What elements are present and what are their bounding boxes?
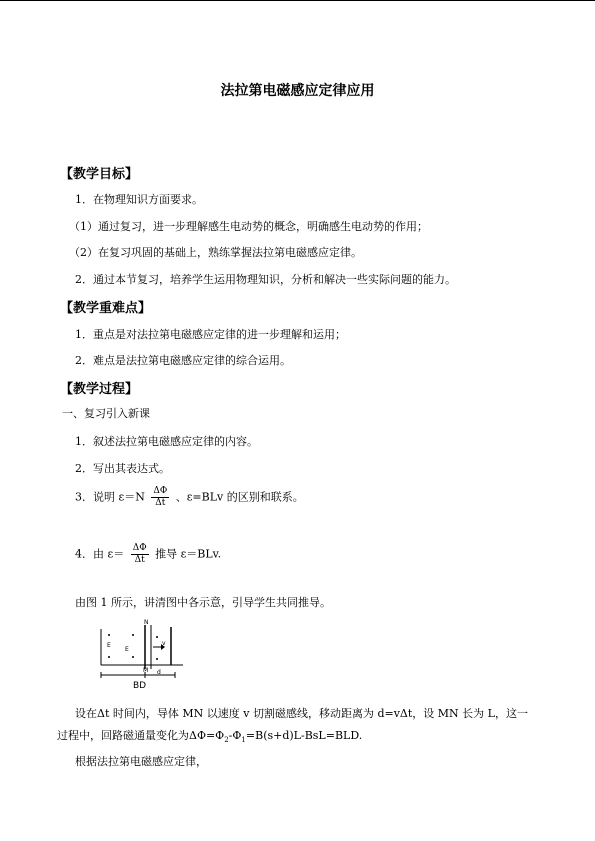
label-d: d bbox=[157, 669, 161, 676]
label-m: M bbox=[143, 667, 149, 674]
process-item-2: 2．写出其表达式。 bbox=[75, 462, 170, 475]
para1-part-b: -Φ bbox=[228, 729, 242, 742]
formula4-fraction bbox=[131, 543, 149, 566]
para1-part-a: 过程中，回路磁通量变化为ΔΦ=Φ bbox=[57, 729, 225, 742]
formula3-lhs: ε＝N bbox=[118, 490, 145, 504]
process-subheading-1: 一、复习引入新课 bbox=[62, 407, 150, 420]
formula3-suffix: 、ε=BLv 的区别和联系。 bbox=[175, 490, 304, 504]
formula4-lhs: ε＝ bbox=[107, 547, 125, 561]
goal-item-1: 1．在物理知识方面要求。 bbox=[75, 193, 203, 206]
formula3-numerator: ΔΦ bbox=[153, 486, 168, 496]
figure-1-diagram bbox=[95, 617, 190, 692]
field-dot bbox=[132, 656, 134, 658]
page-title: 法拉第电磁感应定律应用 bbox=[220, 83, 375, 99]
key-point-2: 2．难点是法拉第电磁感应定律的综合运用。 bbox=[75, 354, 291, 367]
field-dot bbox=[108, 656, 110, 658]
process-item-1: 1．叙述法拉第电磁感应定律的内容。 bbox=[75, 435, 258, 448]
para1-part-c: =B(s+d)L-BsL=BLD. bbox=[245, 729, 363, 742]
field-dot bbox=[132, 634, 134, 636]
label-e-left: E bbox=[107, 642, 111, 649]
para1-sub-2: 2 bbox=[224, 736, 229, 745]
key-point-1: 1．重点是对法拉第电磁感应定律的进一步理解和运用； bbox=[75, 328, 346, 341]
top-rule bbox=[0, 0, 595, 1]
formula-line-4 bbox=[75, 543, 221, 566]
paragraph-1-line-1: 设在Δt 时间内，导体 MN 以速度 v 切割磁感线，移动距离为 d=vΔt，设 MN 长为 L，这一 bbox=[75, 707, 528, 720]
paragraph-1-line-2 bbox=[57, 729, 362, 747]
section-heading-process: 【教学过程】 bbox=[60, 382, 139, 397]
field-dot bbox=[156, 658, 158, 660]
label-v: v bbox=[162, 640, 166, 647]
figure-intro: 由图 1 所示，讲清图中各示意，引导学生共同推导。 bbox=[75, 596, 331, 609]
formula-line-3 bbox=[75, 486, 304, 509]
goal-item-1-1: （1）通过复习，进一步理解感生电动势的概念，明确感生电动势的作用； bbox=[69, 220, 428, 233]
formula4-suffix: 推导 ε＝BLv. bbox=[155, 547, 222, 561]
formula3-prefix: 3．说明 bbox=[75, 490, 115, 504]
formula3-denominator: Δt bbox=[155, 498, 166, 508]
field-dot bbox=[108, 634, 110, 636]
section-heading-goals: 【教学目标】 bbox=[60, 167, 139, 182]
formula3-fraction bbox=[151, 486, 169, 509]
section-heading-key-points: 【教学重难点】 bbox=[60, 301, 152, 316]
field-dot bbox=[156, 636, 158, 638]
formula4-denominator: Δt bbox=[134, 555, 145, 565]
label-n: N bbox=[144, 619, 149, 626]
label-e-mid: E bbox=[125, 646, 129, 653]
paragraph-2: 根据法拉第电磁感应定律， bbox=[75, 755, 207, 768]
formula4-numerator: ΔΦ bbox=[132, 543, 147, 553]
formula4-prefix: 4．由 bbox=[75, 547, 104, 561]
goal-item-2: 2．通过本节复习，培养学生运用物理知识，分析和解决一些实际问题的能力。 bbox=[75, 273, 456, 286]
para1-sub-1: 1 bbox=[241, 736, 246, 745]
goal-item-1-2: （2）在复习巩固的基础上，熟练掌握法拉第电磁感应定律。 bbox=[69, 246, 362, 259]
figure-caption: BD bbox=[133, 681, 147, 691]
